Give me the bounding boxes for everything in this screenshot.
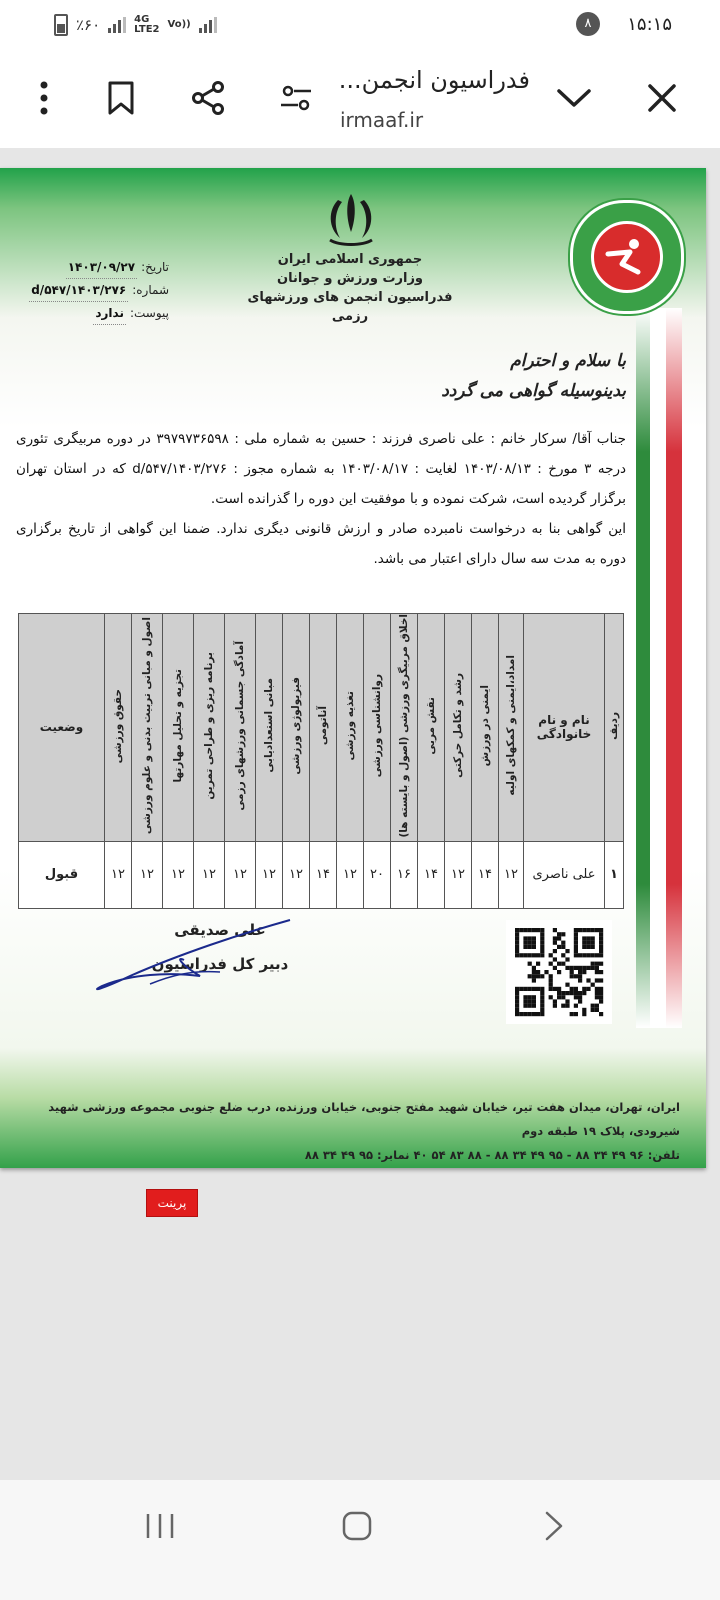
footer-address bbox=[20, 1095, 680, 1167]
header-line-1: جمهوری اسلامی ایران bbox=[277, 252, 423, 267]
body-paragraph-2: این گواهی بنا به درخواست نامبرده صادر و ارزش قانونی دیگری ندارد. ضمنا این گواهی از تاریخ برگزاری دوره به مدت سه سال دارای اعتبار می باشد. bbox=[16, 521, 626, 567]
grades-table bbox=[18, 613, 624, 909]
clock: ۱۵:۱۵ bbox=[627, 14, 672, 35]
attachment-value: ندارد bbox=[93, 302, 126, 325]
more-options-button[interactable] bbox=[20, 74, 68, 122]
recent-apps-icon bbox=[145, 1512, 175, 1540]
signer-title: دبیر کل فدراسیون bbox=[151, 955, 289, 973]
body-paragraph-1: جناب آقا/ سرکار خانم : علی ناصری فرزند : حسین به شماره ملی : ۳۹۷۹۷۳۶۵۹۸ در دوره مربیگری تئوری درجه ۳ مورخ : ۱۴۰۳/۰۸/۱۳ لغایت : ۱۴۰۳/۰۸/۱۷ به شماره مجوز : ۱۴۰۳/۲۷۶/d/۵۴۷ که در استان تهران برگزار گردیده است، شرکت نموده و با موفقیت این دوره را گذرانده است. bbox=[16, 431, 626, 507]
table-header-cell: تغذیه ورزشی bbox=[337, 614, 364, 842]
status-bar bbox=[0, 0, 720, 52]
score-cell: ۱۲ bbox=[256, 841, 283, 908]
score-cell: ۱۶ bbox=[391, 841, 418, 908]
chevron-down-icon bbox=[556, 87, 592, 109]
table-header-cell: نقش مربی bbox=[418, 614, 445, 842]
back-chevron-icon bbox=[544, 1510, 564, 1542]
score-cell: ۱۲ bbox=[105, 841, 132, 908]
table-header-cell: تجزیه و تحلیل مهارتها bbox=[163, 614, 194, 842]
score-cell: ۱۴ bbox=[310, 841, 337, 908]
bookmark-icon bbox=[107, 81, 135, 115]
certify-line: بدینوسیله گواهی می گردد bbox=[441, 381, 626, 401]
table-header-cell: امداد،ایمنی و کمکهای اولیه bbox=[499, 614, 524, 842]
table-header-cell: اصول و مبانی تربیت بدنی و علوم ورزشی bbox=[132, 614, 163, 842]
document-viewer[interactable] bbox=[0, 148, 720, 1480]
table-row bbox=[19, 841, 624, 908]
status-left bbox=[54, 14, 217, 36]
battery-level: ٪۶۰ bbox=[76, 16, 101, 34]
number-label: شماره: bbox=[132, 283, 169, 297]
letter-meta bbox=[14, 256, 169, 325]
letterhead bbox=[230, 250, 470, 326]
table-header-row bbox=[19, 614, 624, 842]
back-button[interactable] bbox=[524, 1504, 584, 1548]
table-header-cell: روانشناسی ورزشی bbox=[364, 614, 391, 842]
score-cell: ۱۲ bbox=[194, 841, 225, 908]
greeting-block bbox=[441, 346, 626, 406]
federation-logo bbox=[570, 200, 684, 314]
table-header-cell: وضعیت bbox=[19, 614, 105, 842]
home-button[interactable] bbox=[327, 1504, 387, 1548]
print-button[interactable]: پرینت bbox=[146, 1189, 198, 1217]
share-icon bbox=[190, 80, 226, 116]
home-icon bbox=[342, 1511, 372, 1541]
table-header-cell: فیزیولوژی ورزشی bbox=[283, 614, 310, 842]
date-value: ۱۴۰۳/۰۹/۲۷ bbox=[66, 256, 137, 279]
score-cell: ۱۲ bbox=[499, 841, 524, 908]
handwritten-signature bbox=[90, 914, 300, 1004]
signal-icon bbox=[108, 17, 126, 33]
date-label: تاریخ: bbox=[141, 260, 169, 274]
score-cell: ۱۲ bbox=[225, 841, 256, 908]
close-icon bbox=[647, 83, 677, 113]
signal-icon-2 bbox=[199, 17, 217, 33]
table-header-cell: آناتومی bbox=[310, 614, 337, 842]
table-header-cell: ایمنی در ورزش bbox=[472, 614, 499, 842]
address-line-1: ایران، تهران، میدان هفت تیر، خیابان شهید مفتح جنوبی، خیابان ورزنده، درب ضلع جنوبی مجموعه ورزشی شهید شیرودی، پلاک ۱۹ طبقه دوم bbox=[48, 1100, 680, 1138]
page-settings-button[interactable] bbox=[272, 74, 320, 122]
battery-icon bbox=[54, 14, 68, 36]
browser-toolbar bbox=[0, 52, 720, 148]
table-header-cell: آمادگی جسمانی ورزشهای رزمی bbox=[225, 614, 256, 842]
status-cell: قبول bbox=[19, 841, 105, 908]
share-button[interactable] bbox=[184, 74, 232, 122]
qr-code bbox=[506, 920, 612, 1024]
network-type: 4G LTE2 bbox=[134, 14, 160, 35]
score-cell: ۱۲ bbox=[132, 841, 163, 908]
score-cell: ۲۰ bbox=[364, 841, 391, 908]
score-cell: ۱۲ bbox=[445, 841, 472, 908]
iran-emblem-icon bbox=[318, 188, 384, 248]
address-line-2: تلفن: ۹۶ ۴۹ ۳۴ ۸۸ - ۹۵ ۴۹ ۳۴ ۸۸ - ۸۸ ۸۳ ۵۴ ۴۰ نمابر: ۹۵ ۴۹ ۳۴ ۸۸ bbox=[304, 1148, 680, 1162]
row-index: ۱ bbox=[605, 841, 624, 908]
expand-button[interactable] bbox=[550, 74, 598, 122]
page-title[interactable]: فدراسیون انجمن... bbox=[338, 66, 530, 94]
table-header-cell: حقوق ورزشی bbox=[105, 614, 132, 842]
student-name: علی ناصری bbox=[524, 841, 605, 908]
score-cell: ۱۲ bbox=[163, 841, 194, 908]
close-button[interactable] bbox=[638, 74, 686, 122]
sliders-icon bbox=[279, 83, 313, 113]
bookmark-button[interactable] bbox=[97, 74, 145, 122]
table-header-cell: مبانی استعدادیابی bbox=[256, 614, 283, 842]
flag-stripes bbox=[636, 308, 686, 1028]
score-cell: ۱۴ bbox=[418, 841, 445, 908]
system-nav-bar bbox=[0, 1480, 720, 1600]
score-cell: ۱۴ bbox=[472, 841, 499, 908]
notification-badge: ۸ bbox=[576, 12, 600, 36]
score-cell: ۱۲ bbox=[283, 841, 310, 908]
header-line-2: وزارت ورزش و جوانان bbox=[276, 271, 424, 286]
score-cell: ۱۲ bbox=[337, 841, 364, 908]
volte-indicator: Vo)) bbox=[167, 19, 191, 30]
table-header-cell: رشد و تکامل حرکتی bbox=[445, 614, 472, 842]
page-url[interactable]: irmaaf.ir bbox=[340, 108, 424, 132]
signer-name: علی صدیقی bbox=[174, 921, 266, 939]
certificate-body bbox=[16, 424, 626, 574]
table-header-cell: نام و نام خانوادگی bbox=[524, 614, 605, 842]
certificate-document bbox=[0, 168, 706, 1168]
attachment-label: پیوست: bbox=[129, 306, 169, 320]
attachment-row bbox=[14, 302, 169, 325]
table-header-cell: برنامه ریزی و طراحی تمرین bbox=[194, 614, 225, 842]
number-row bbox=[14, 279, 169, 302]
more-vertical-icon bbox=[39, 81, 49, 115]
table-header-cell: اخلاق مربیگری ورزشی (اصول و بایسته ها) bbox=[391, 614, 418, 842]
table-header-cell: ردیف bbox=[605, 614, 624, 842]
recent-apps-button[interactable] bbox=[130, 1504, 190, 1548]
martial-arts-figure-icon bbox=[594, 224, 660, 290]
date-row bbox=[14, 256, 169, 279]
greeting: با سلام و احترام bbox=[510, 351, 626, 371]
header-line-3: فدراسیون انجمن های ورزشهای رزمی bbox=[247, 290, 453, 324]
number-value: ۱۴۰۳/۲۷۶/d/۵۴۷ bbox=[29, 279, 128, 302]
